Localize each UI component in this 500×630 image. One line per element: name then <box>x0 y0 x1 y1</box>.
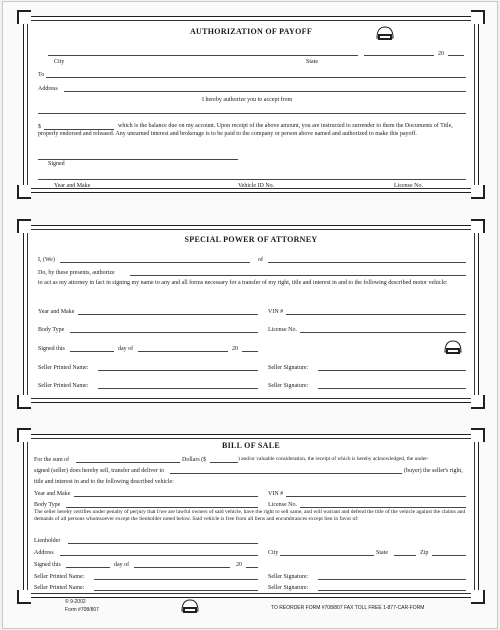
poa-act-text: to act as my attorney in fact in signing my name to any and all forms necessary for a transfer of my right, title and interest in and to the following described motor vehicle: <box>38 280 448 286</box>
state-label: State <box>306 59 318 65</box>
address-field[interactable] <box>64 91 466 92</box>
bos-city-field[interactable] <box>280 555 374 556</box>
bos-seller-name-1[interactable] <box>94 579 258 580</box>
seal-icon <box>179 598 201 616</box>
poa-seller-sig-1[interactable] <box>318 370 466 371</box>
reorder-text: TO REORDER FORM #708/807 FAX TOLL FREE 1-877-CAR-FORM <box>271 605 425 611</box>
address-label: Address <box>38 86 58 92</box>
bos-vin-field[interactable] <box>286 496 466 497</box>
grantor-field[interactable] <box>60 262 250 263</box>
to-label: To <box>38 72 45 78</box>
bos-state-field[interactable] <box>394 555 416 556</box>
bos-license-field[interactable] <box>300 507 466 508</box>
accept-from-field[interactable] <box>38 113 466 114</box>
bill-of-sale-form: BILL OF SALE For the sum of Dollars ($ ) and/or valuable consideration, the receipt of which is hereby acknowledged, the under- signed (seller) does hereby sell, transfer and deliver to (buyer) the seller's right, title and interest in and to the following described vehicle: Year and Make VIN # Body Type License No. The seller hereby certifies under penalty of perjury that I/we are lawful owners of said vehicle, have the right to sell same, and will warrant and defend the title of the vehicle against the claims and demands of all persons whomsoever except the lienholder noted below. Said vehicle is free from all liens and encumbrances except lien in favor of: Lienholder Address City State Zip Signed this day of 20 Seller Printed Name: Seller Signature: Seller Printed Name: Seller Signature: <box>23 434 479 598</box>
payoff-title: AUTHORIZATION OF PAYOFF <box>189 27 313 36</box>
payoff-body: which is the balance due on my account. Upon receipt of the above amount, you are instructed to surrender to them the Documents of Title, properly endorsed and released. Any unearned interest and brokerage is to be paid to the company or person above named and authorized to make this payoff. <box>38 123 453 137</box>
seal-icon <box>442 339 464 357</box>
poa-year-make-field[interactable] <box>78 314 258 315</box>
bos-year-make-field[interactable] <box>74 496 258 497</box>
bos-body-type-field[interactable] <box>66 507 258 508</box>
bos-sum-amount[interactable] <box>210 462 238 463</box>
copyright-text: © 9-2002 <box>65 599 86 605</box>
payoff-form: AUTHORIZATION OF PAYOFF 20 City State To Address I hereby authorize you to accept from $ which is the balance due on my account. Upon receipt of the above amount, you are instructed to surrender to them the Documents of Title, properly endorsed and released. Any unearned interest and brokerage is to be paid to the company or person above named and authorized to make this payoff. Signed Year and Make Vehicle ID No. License No. <box>23 16 479 193</box>
signed-label: Signed <box>48 161 65 167</box>
seal-icon <box>374 25 396 43</box>
bos-seller-sig-1[interactable] <box>318 579 466 580</box>
city-line[interactable] <box>48 55 358 56</box>
authorize-text: I hereby authorize you to accept from <box>202 97 293 103</box>
date-line[interactable] <box>364 55 434 56</box>
poa-license-field[interactable] <box>300 332 466 333</box>
bos-certify-text: The seller hereby certifies under penalty of perjury that I/we are lawful owners of said vehicle, have the right to sell same, and will warrant and defend the title of the vehicle against the claims and demands of all persons whomsoever except the lienholder noted below. Said vehicle is free from all liens and encumbrances except lien in favor of: <box>34 509 466 522</box>
poa-seller-name-1[interactable] <box>98 370 258 371</box>
poa-seller-name-2[interactable] <box>98 388 258 389</box>
form-sheet <box>2 1 498 629</box>
poa-seller-sig-2[interactable] <box>318 388 466 389</box>
form-number: Form #708/807 <box>65 607 99 613</box>
bos-buyer-field[interactable] <box>170 473 402 474</box>
attorney-field[interactable] <box>130 275 466 276</box>
poa-body-type-field[interactable] <box>70 332 258 333</box>
bos-seller-sig-2[interactable] <box>318 590 466 591</box>
bos-lienholder-field[interactable] <box>68 543 258 544</box>
bos-sum-words[interactable] <box>76 462 180 463</box>
signature-field[interactable] <box>38 159 238 160</box>
to-field[interactable] <box>46 77 466 78</box>
grantor-address-field[interactable] <box>268 262 466 263</box>
bos-seller-name-2[interactable] <box>94 590 258 591</box>
bos-zip-field[interactable] <box>432 555 466 556</box>
poa-vin-field[interactable] <box>286 314 466 315</box>
bos-address-field[interactable] <box>60 555 258 556</box>
poa-title: SPECIAL POWER OF ATTORNEY <box>184 235 318 244</box>
bos-title: BILL OF SALE <box>222 441 280 450</box>
vehicle-line[interactable] <box>38 179 466 180</box>
poa-form: SPECIAL POWER OF ATTORNEY I, (We) of Do, by these presents, authorize to act as my attorney in fact in signing my name to any and all forms necessary for a transfer of my right, title and interest in and to the following described motor vehicle: Year and Make VIN # Body Type License No. Signed this day of 20 Seller Printed Name: Seller Signature: Seller Printed Name: Seller Signature: <box>23 225 479 403</box>
city-label: City <box>54 59 65 65</box>
